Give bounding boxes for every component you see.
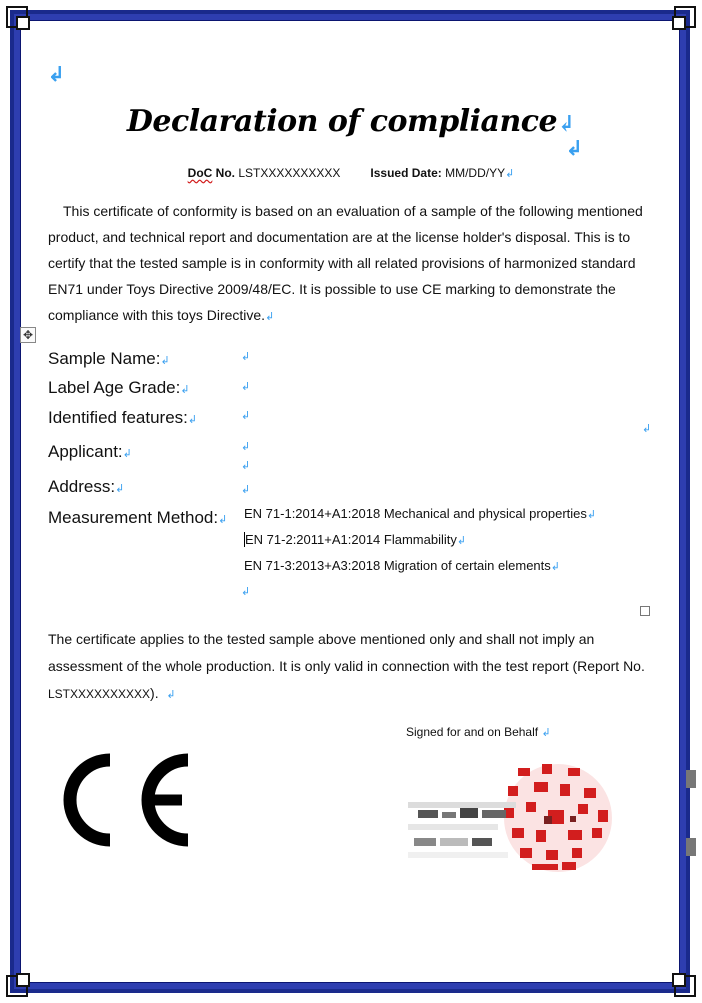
applicant-value[interactable]: ↲ <box>241 441 251 453</box>
page-title <box>0 104 702 139</box>
closing-paragraph <box>48 626 648 709</box>
measurement-method-label: Measurement Method:↲ <box>48 508 228 527</box>
doc-number-line <box>0 166 702 180</box>
issued-date-label: Issued Date: <box>370 166 442 180</box>
label-age-grade-value[interactable]: ↲ <box>241 381 251 393</box>
scroll-marker <box>686 838 696 856</box>
title-text: Declaration of compliance <box>126 104 558 139</box>
paragraph-mark-icon: ↲ <box>241 586 251 598</box>
signature-stamp-image <box>408 758 618 878</box>
method-item: EN 71-1:2014+A1:2018 Mechanical and physical properties↲ <box>244 506 597 521</box>
paragraph-mark-icon: ↲ <box>48 64 65 86</box>
sample-name-label: Sample Name:↲ <box>48 349 170 368</box>
paragraph-mark-icon: ↲ <box>642 423 652 435</box>
closing-tail: ). <box>150 685 159 701</box>
sample-name-value[interactable]: ↲ <box>241 351 251 363</box>
paragraph-mark-icon: ↲ <box>241 460 251 472</box>
border-corner-ornament <box>666 967 696 997</box>
ce-mark-logo <box>56 750 196 850</box>
address-label: Address:↲ <box>48 477 125 496</box>
method-item: EN 71-3:2013+A3:2018 Migration of certain elements↲ <box>244 558 560 573</box>
border-corner-ornament <box>6 967 36 997</box>
method-item: EN 71-2:2011+A1:2014 Flammability↲ <box>245 532 467 547</box>
scroll-marker <box>686 770 696 788</box>
signature-icon <box>408 802 516 858</box>
doc-no-label: No. <box>212 166 235 180</box>
intro-text: This certificate of conformity is based on an evaluation of a sample of the following mentioned product, and technical report and documentation are at the license holder's disposal. This is to certify that the tested sample is in conformity with all related provisions of harmonized standard EN71 under Toys Directive 2009/48/EC. It is possible to use CE marking to demonstrate the compliance with this toys Directive. <box>48 203 643 323</box>
paragraph-mark-icon: ↲ <box>265 311 275 323</box>
label-age-grade-label: Label Age Grade:↲ <box>48 378 190 397</box>
intro-paragraph <box>48 198 648 330</box>
issued-date-value: MM/DD/YY <box>441 166 506 180</box>
report-number: LSTXXXXXXXXXX <box>48 687 151 701</box>
applicant-label: Applicant:↲ <box>48 442 132 461</box>
border-corner-ornament <box>666 6 696 36</box>
identified-features-value[interactable]: ↲ <box>241 410 251 422</box>
border-corner-ornament <box>6 6 36 36</box>
paragraph-mark-icon: ↲ <box>505 168 515 180</box>
table-move-handle-icon[interactable]: ✥ <box>20 327 36 343</box>
signed-for-label: Signed for and on Behalf ↲ <box>406 725 551 739</box>
table-resize-handle[interactable] <box>640 606 650 616</box>
doc-no-value: LSTXXXXXXXXXX <box>235 166 341 180</box>
stamp-icon <box>504 764 612 872</box>
paragraph-mark-icon: ↲ <box>566 138 583 160</box>
identified-features-label: Identified features:↲ <box>48 408 198 427</box>
doc-abbr: DoC <box>187 166 213 180</box>
closing-text: The certificate applies to the tested sample above mentioned only and shall not imply an assessment of the whole production. It is only valid in connection with the test report (Report No. <box>48 631 645 674</box>
paragraph-mark-icon: ↲ <box>166 689 176 701</box>
address-value[interactable]: ↲ <box>241 484 251 496</box>
paragraph-mark-icon: ↲ <box>557 111 576 137</box>
